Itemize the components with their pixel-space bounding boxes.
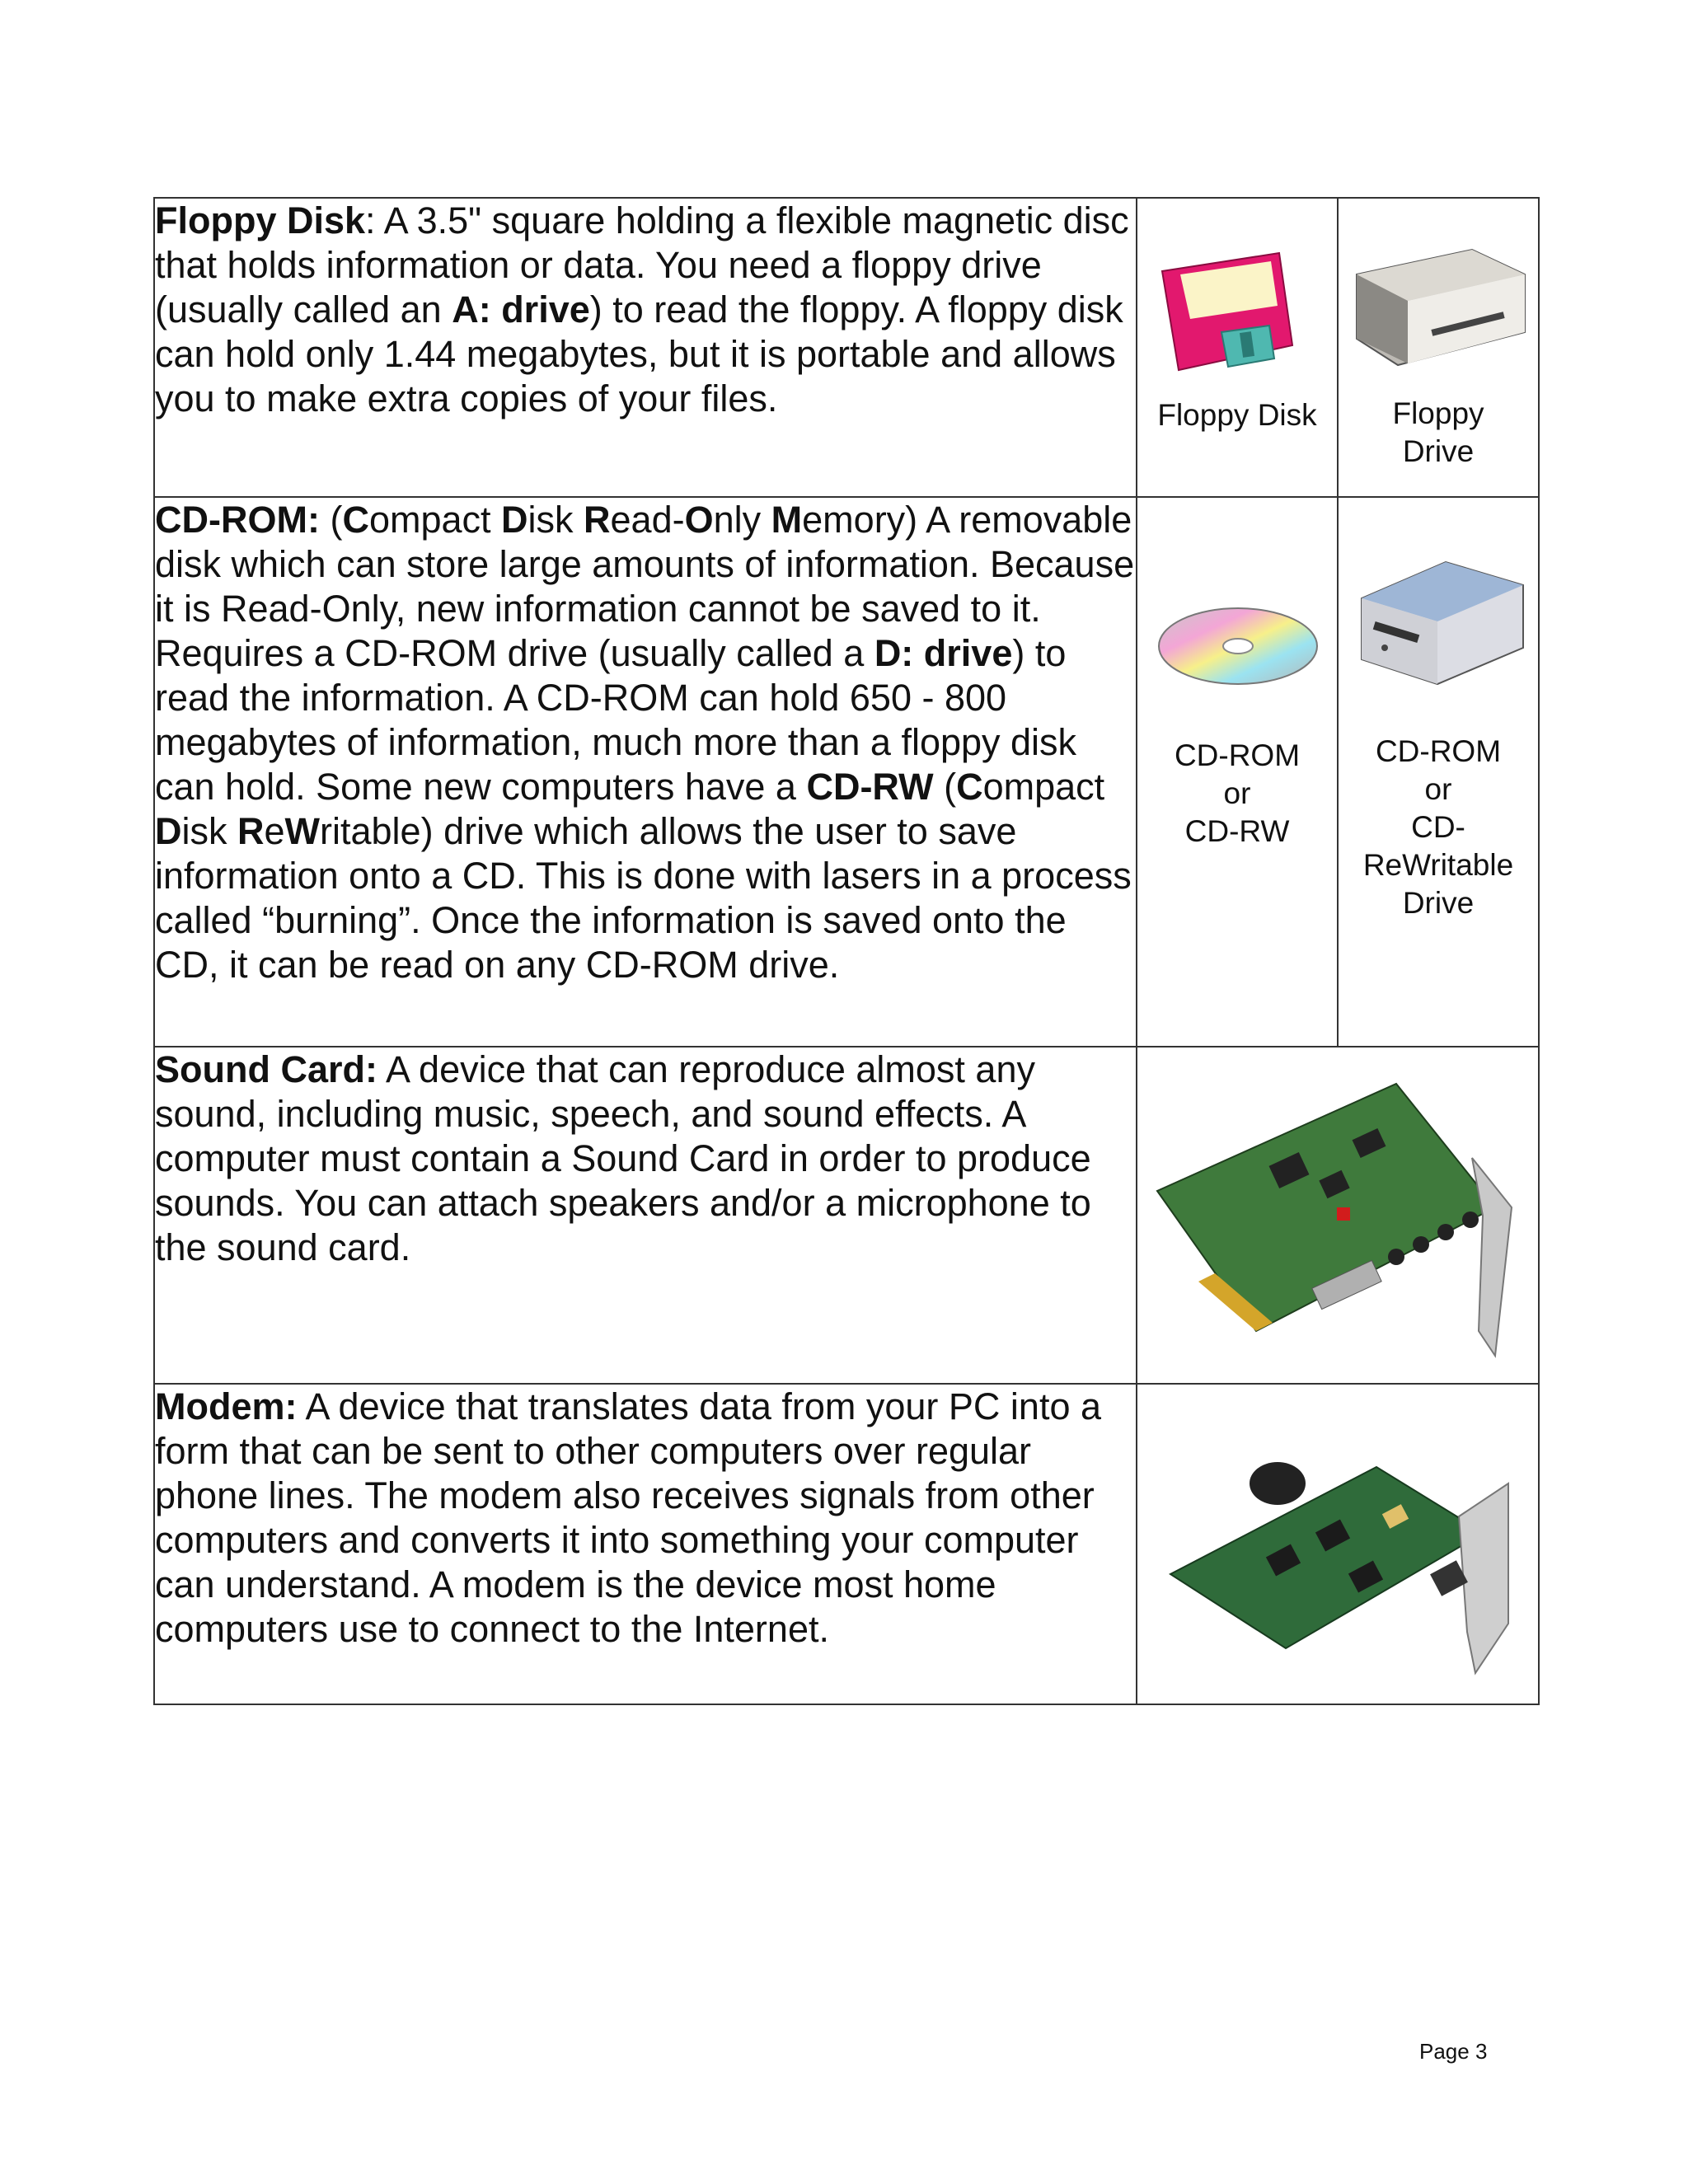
floppy-description: Floppy Disk: A 3.5" square holding a flexible magnetic disc that holds information or data. You need a floppy drive (usually called an A: drive) to read the floppy. A floppy disk can hold only 1.44 megabytes, but it is portable and allows you to make extra copies of your files. [154,198,1137,497]
cd-disc-cell [1137,497,1338,1047]
cd-drive-icon [1355,549,1528,689]
row-cdrom [154,497,1539,1047]
cd-disc-caption: CD-ROM or CD-RW [1174,738,1301,848]
sound-card-description: Sound Card: A device that can reproduce almost any sound, including music, speech, and sound effects. A computer must contain a Sound Card in order to produce sounds. You can attach speakers and/or a microphone to the sound card. [154,1047,1137,1384]
cd-drive-caption: CD-ROM or CD- ReWritable Drive [1362,734,1514,920]
modem-cell [1137,1384,1539,1704]
row-sound-card [154,1047,1539,1384]
row-floppy [154,198,1539,497]
floppy-drive-cell [1338,198,1539,497]
floppy-drive-icon [1348,241,1533,373]
cd-drive-cell [1338,497,1539,1047]
modem-description: Modem: A device that translates data from your PC into a form that can be sent to other computers over regular phone lines. The modem also receives signals from other computers and converts it into something your computer can understand. A modem is the device most home computers use to connect to the Internet. [154,1384,1137,1704]
hardware-table [153,197,1540,1705]
floppy-drive-caption: Floppy Drive [1392,396,1484,468]
sound-card-cell [1137,1047,1539,1384]
cd-disc-icon [1156,605,1320,687]
page-number: Page 3 [1419,2039,1488,2064]
cdrom-description: CD-ROM: (Compact Disk Read-Only Memory) A removable disk which can store large amounts of information. Because it is Read-Only, new information cannot be saved to it. Requires a CD-ROM drive (usually called a D: drive) to read the information. A CD-ROM can hold 650 - 800 megabytes of information, much more than a floppy disk can hold. Some new computers have a CD-RW (Compact Disk ReWritable) drive which allows the user to save information onto a CD. This is done with lasers in a process called “burning”. Once the information is saved onto the CD, it can be read on any CD-ROM drive. [154,497,1137,1047]
floppy-disk-icon [1156,246,1296,377]
sound-card-icon [1149,1067,1528,1364]
modem-icon [1162,1426,1517,1690]
floppy-disk-cell [1137,198,1338,497]
floppy-disk-caption: Floppy Disk [1157,398,1317,432]
row-modem [154,1384,1539,1704]
